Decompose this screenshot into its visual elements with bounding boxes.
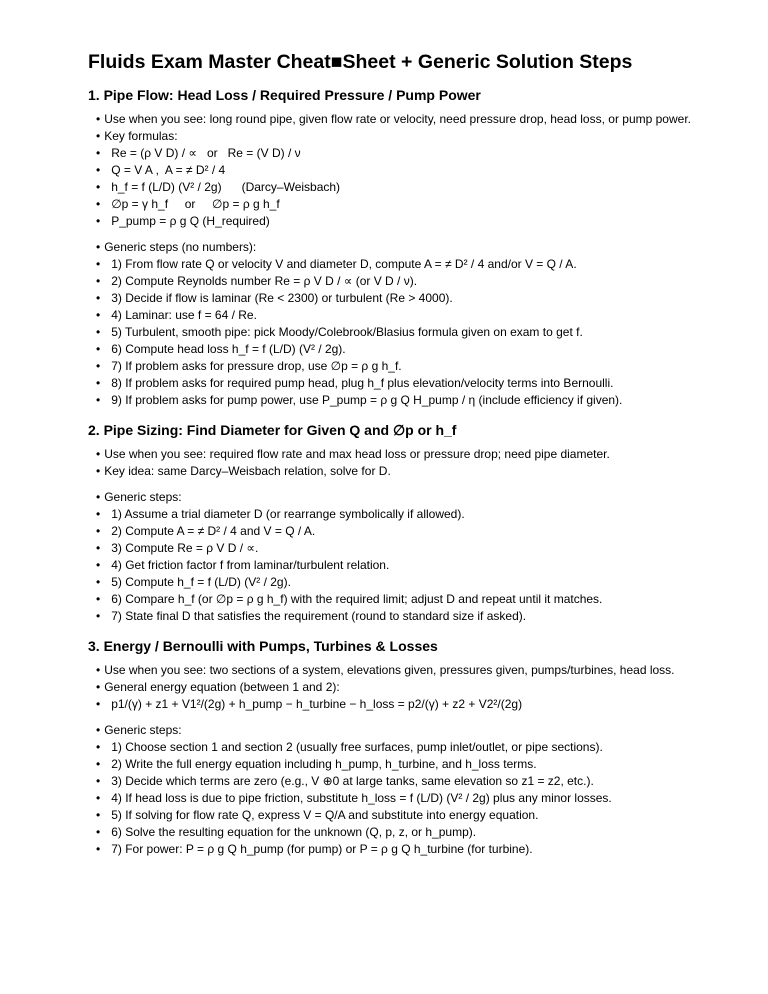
section-heading: 3. Energy / Bernoulli with Pumps, Turbines & Losses xyxy=(88,638,438,654)
bullet-line xyxy=(88,324,756,341)
bullet-marker: • xyxy=(96,558,101,572)
bullet-block xyxy=(88,722,756,858)
line-text: Use when you see: two sections of a system, elevations given, pressures given, pumps/turbines, head loss. xyxy=(104,663,675,677)
bullet-line xyxy=(88,790,756,807)
line-text: 9) If problem asks for pump power, use P_pump = ρ g Q H_pump / η (include efficiency if given). xyxy=(111,393,623,407)
line-text: General energy equation (between 1 and 2): xyxy=(104,680,340,694)
bullet-marker: • xyxy=(96,680,101,694)
line-text: 7) If problem asks for pressure drop, use ∅p = ρ g h_f. xyxy=(111,359,402,373)
section-heading: 1. Pipe Flow: Head Loss / Required Pressure / Pump Power xyxy=(88,87,481,103)
bullet-block xyxy=(88,446,756,480)
bullet-line xyxy=(88,506,756,523)
line-text: Re = (ρ V D) / ∝ or Re = (V D) / ν xyxy=(111,146,301,160)
bullet-marker: • xyxy=(96,575,101,589)
bullet-marker: • xyxy=(96,609,101,623)
bullet-marker: • xyxy=(96,697,101,711)
bullet-marker: • xyxy=(96,464,101,478)
bullet-line xyxy=(88,290,756,307)
line-text: 6) Solve the resulting equation for the unknown (Q, p, z, or h_pump). xyxy=(111,825,477,839)
bullet-line xyxy=(88,375,756,392)
bullet-marker: • xyxy=(96,180,101,194)
bullet-line xyxy=(88,489,756,506)
bullet-block xyxy=(88,662,756,713)
bullet-marker: • xyxy=(96,808,101,822)
sections xyxy=(88,86,756,858)
bullet-line xyxy=(88,841,756,858)
line-text: Key formulas: xyxy=(104,129,178,143)
bullet-line xyxy=(88,392,756,409)
line-text: 6) Compare h_f (or ∅p = ρ g h_f) with the required limit; adjust D and repeat until it matches. xyxy=(111,592,603,606)
line-text: 3) Compute Re = ρ V D / ∝. xyxy=(111,541,259,555)
bullet-marker: • xyxy=(96,274,101,288)
line-text: 7) For power: P = ρ g Q h_pump (for pump) or P = ρ g Q h_turbine (for turbine). xyxy=(111,842,533,856)
line-text: ∅p = γ h_f or ∅p = ρ g h_f xyxy=(111,197,280,211)
line-text: 2) Compute Reynolds number Re = ρ V D / ∝ (or V D / ν). xyxy=(111,274,418,288)
line-text: p1/(γ) + z1 + V1²/(2g) + h_pump − h_turbine − h_loss = p2/(γ) + z2 + V2²/(2g) xyxy=(111,697,523,711)
bullet-line xyxy=(88,756,756,773)
line-text: 5) Compute h_f = f (L/D) (V² / 2g). xyxy=(111,575,291,589)
bullet-line xyxy=(88,128,756,145)
bullet-marker: • xyxy=(96,214,101,228)
line-text: 4) If head loss is due to pipe friction, substitute h_loss = f (L/D) (V² / 2g) plus any minor losses. xyxy=(111,791,612,805)
section-heading: 2. Pipe Sizing: Find Diameter for Given Q and ∅p or h_f xyxy=(88,422,457,438)
bullet-line xyxy=(88,773,756,790)
bullet-marker: • xyxy=(96,541,101,555)
bullet-line xyxy=(88,273,756,290)
bullet-line xyxy=(88,196,756,213)
bullet-marker: • xyxy=(96,740,101,754)
bullet-marker: • xyxy=(96,197,101,211)
bullet-marker: • xyxy=(96,524,101,538)
bullet-line xyxy=(88,696,756,713)
bullet-marker: • xyxy=(96,490,101,504)
bullet-line xyxy=(88,256,756,273)
bullet-block xyxy=(88,111,756,230)
bullet-line xyxy=(88,307,756,324)
bullet-marker: • xyxy=(96,393,101,407)
line-text: Generic steps (no numbers): xyxy=(104,240,257,254)
bullet-marker: • xyxy=(96,723,101,737)
bullet-marker: • xyxy=(96,447,101,461)
bullet-line xyxy=(88,574,756,591)
line-text: 1) From flow rate Q or velocity V and diameter D, compute A = ≠ D² / 4 and/or V = Q / A. xyxy=(111,257,577,271)
line-text: P_pump = ρ g Q (H_required) xyxy=(111,214,270,228)
line-text: Use when you see: long round pipe, given flow rate or velocity, need pressure drop, head loss, or pump power. xyxy=(104,112,691,126)
line-text: 8) If problem asks for required pump head, plug h_f plus elevation/velocity terms into Bernoulli. xyxy=(111,376,614,390)
line-text: 2) Compute A = ≠ D² / 4 and V = Q / A. xyxy=(111,524,316,538)
bullet-marker: • xyxy=(96,342,101,356)
line-text: Q = V A , A = ≠ D² / 4 xyxy=(111,163,226,177)
line-text: 3) Decide which terms are zero (e.g., V ⊕0 at large tanks, same elevation so z1 = z2, etc.). xyxy=(111,774,594,788)
bullet-marker: • xyxy=(96,376,101,390)
line-text: 6) Compute head loss h_f = f (L/D) (V² / 2g). xyxy=(111,342,346,356)
line-text: 5) If solving for flow rate Q, express V = Q/A and substitute into energy equation. xyxy=(111,808,539,822)
bullet-marker: • xyxy=(96,291,101,305)
bullet-marker: • xyxy=(96,507,101,521)
bullet-line xyxy=(88,824,756,841)
bullet-line xyxy=(88,523,756,540)
section-3 xyxy=(88,637,756,858)
line-text: 1) Assume a trial diameter D (or rearrange symbolically if allowed). xyxy=(111,507,465,521)
bullet-marker: • xyxy=(96,112,101,126)
bullet-marker: • xyxy=(96,163,101,177)
bullet-line xyxy=(88,540,756,557)
bullet-marker: • xyxy=(96,791,101,805)
line-text: 2) Write the full energy equation including h_pump, h_turbine, and h_loss terms. xyxy=(111,757,537,771)
bullet-line xyxy=(88,162,756,179)
line-text: Generic steps: xyxy=(104,490,182,504)
bullet-block xyxy=(88,239,756,409)
bullet-line xyxy=(88,591,756,608)
bullet-line xyxy=(88,213,756,230)
bullet-line xyxy=(88,239,756,256)
line-text: Key idea: same Darcy–Weisbach relation, solve for D. xyxy=(104,464,391,478)
bullet-line xyxy=(88,358,756,375)
bullet-line xyxy=(88,111,756,128)
bullet-line xyxy=(88,662,756,679)
bullet-marker: • xyxy=(96,757,101,771)
bullet-marker: • xyxy=(96,774,101,788)
bullet-marker: • xyxy=(96,592,101,606)
bullet-line xyxy=(88,807,756,824)
page-title: Fluids Exam Master Cheat■Sheet + Generic Solution Steps xyxy=(88,51,633,73)
bullet-marker: • xyxy=(96,825,101,839)
line-text: h_f = f (L/D) (V² / 2g) (Darcy–Weisbach) xyxy=(111,180,341,194)
bullet-line xyxy=(88,145,756,162)
bullet-marker: • xyxy=(96,308,101,322)
bullet-line xyxy=(88,463,756,480)
bullet-line xyxy=(88,446,756,463)
bullet-line xyxy=(88,608,756,625)
bullet-marker: • xyxy=(96,663,101,677)
bullet-line xyxy=(88,722,756,739)
line-text: Use when you see: required flow rate and max head loss or pressure drop; need pipe diameter. xyxy=(104,447,610,461)
section-1 xyxy=(88,86,756,409)
bullet-line xyxy=(88,739,756,756)
line-text: 4) Get friction factor f from laminar/turbulent relation. xyxy=(111,558,390,572)
bullet-marker: • xyxy=(96,129,101,143)
bullet-block xyxy=(88,489,756,625)
bullet-marker: • xyxy=(96,325,101,339)
bullet-line xyxy=(88,179,756,196)
bullet-marker: • xyxy=(96,146,101,160)
bullet-marker: • xyxy=(96,240,101,254)
bullet-marker: • xyxy=(96,257,101,271)
line-text: 4) Laminar: use f = 64 / Re. xyxy=(111,308,257,322)
bullet-marker: • xyxy=(96,842,101,856)
line-text: 1) Choose section 1 and section 2 (usually free surfaces, pump inlet/outlet, or pipe sections). xyxy=(111,740,603,754)
bullet-line xyxy=(88,341,756,358)
section-2 xyxy=(88,421,756,625)
bullet-marker: • xyxy=(96,359,101,373)
bullet-line xyxy=(88,557,756,574)
bullet-line xyxy=(88,679,756,696)
line-text: Generic steps: xyxy=(104,723,182,737)
line-text: 5) Turbulent, smooth pipe: pick Moody/Colebrook/Blasius formula given on exam to get f. xyxy=(111,325,583,339)
line-text: 7) State final D that satisfies the requirement (round to standard size if asked). xyxy=(111,609,527,623)
line-text: 3) Decide if flow is laminar (Re < 2300) or turbulent (Re > 4000). xyxy=(111,291,453,305)
